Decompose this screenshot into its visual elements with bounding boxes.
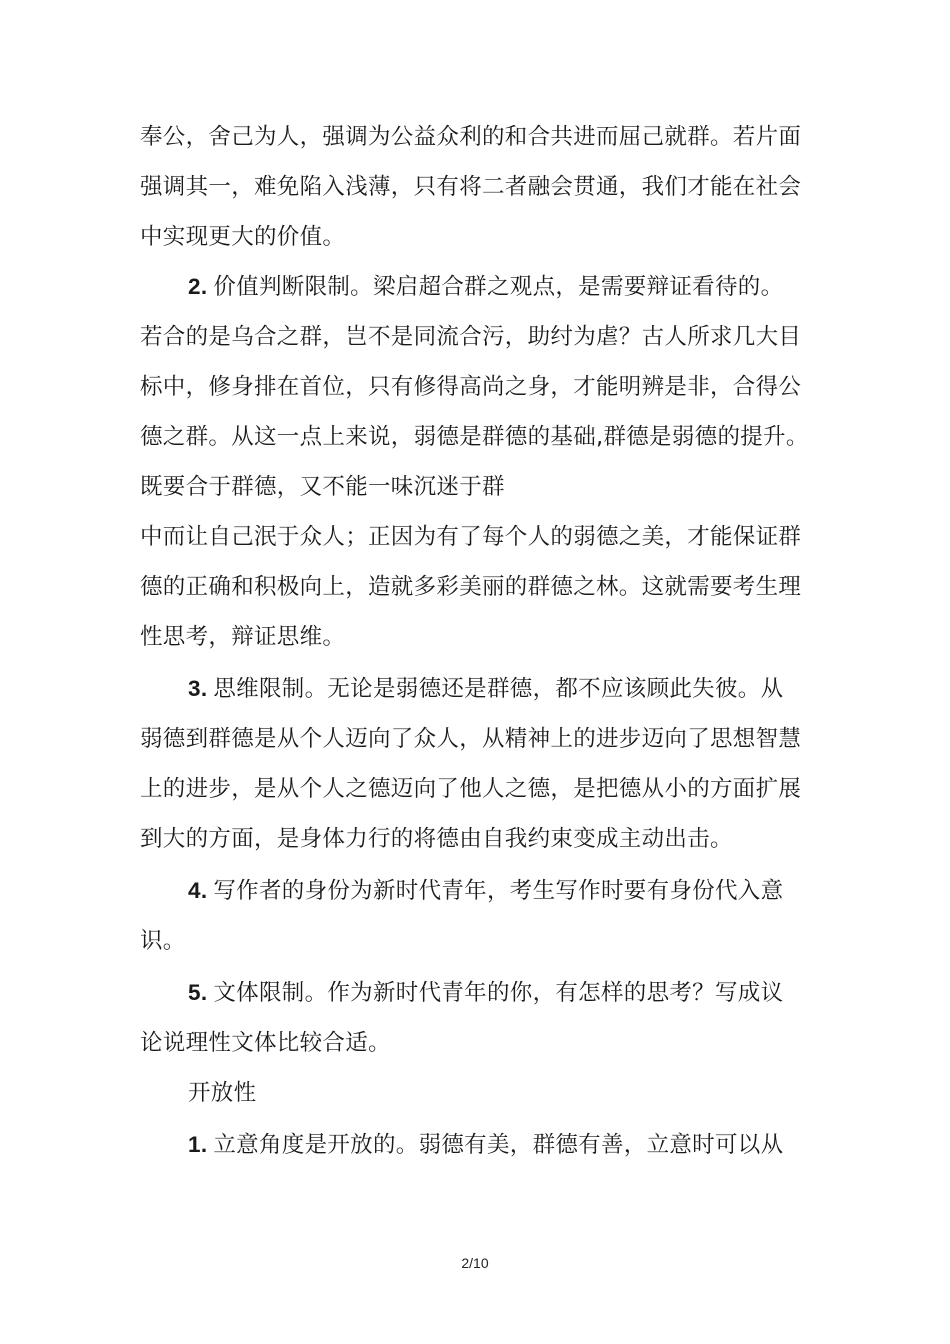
list-item-4 [188, 876, 783, 906]
text-line: 价值判断限制。梁启超合群之观点，是需要辩证看待的。 [213, 274, 784, 300]
text-line: 标中，修身排在首位，只有修得高尚之身，才能明辨是非，合得公 [140, 374, 802, 400]
text-line: 奉公，舍己为人，强调为公益众利的和合共进而屈己就群。若片面 [140, 124, 802, 150]
list-number: 5. [188, 980, 208, 1005]
text-line: 强调其一，难免陷入浅薄，只有将二者融会贯通，我们才能在社会 [140, 174, 802, 200]
list-item-2 [188, 272, 783, 302]
text-line: 既要合于群德，又不能一味沉迷于群 [140, 474, 505, 500]
text-line: 写作者的身份为新时代青年，考生写作时要有身份代入意 [213, 878, 784, 904]
list-item-1 [188, 1130, 783, 1160]
list-number: 1. [188, 1132, 208, 1157]
text-line: 识。 [140, 928, 186, 954]
text-line: 文体限制。作为新时代青年的你，有怎样的思考？写成议 [213, 980, 784, 1006]
list-number: 4. [188, 878, 208, 903]
text-line: 中实现更大的价值。 [140, 224, 346, 250]
page-number: 2/10 [461, 1255, 489, 1271]
text-line: 到大的方面，是身体力行的将德由自我约束变成主动出击。 [140, 826, 733, 852]
list-item-3 [188, 674, 783, 704]
list-item-5 [188, 978, 783, 1008]
text-line: 若合的是乌合之群，岂不是同流合污，助纣为虐？古人所求几大目 [140, 324, 802, 350]
text-line: 性思考，辩证思维。 [140, 624, 346, 650]
text-line: 思维限制。无论是弱德还是群德，都不应该顾此失彼。从 [213, 676, 784, 702]
list-number: 2. [188, 274, 208, 299]
text-line: 论说理性文体比较合适。 [140, 1030, 391, 1056]
text-line: 弱德到群德是从个人迈向了众人，从精神上的进步迈向了思想智慧 [140, 726, 802, 752]
text-line: 中而让自己泯于众人；正因为有了每个人的弱德之美，才能保证群 [140, 524, 802, 550]
text-line: 上的进步，是从个人之德迈向了他人之德，是把德从小的方面扩展 [140, 776, 802, 802]
list-number: 3. [188, 676, 208, 701]
text-line: 德之群。从这一点上来说，弱德是群德的基础,群德是弱德的提升。 [140, 424, 809, 450]
text-line: 立意角度是开放的。弱德有美，群德有善，立意时可以从 [213, 1132, 784, 1158]
text-line: 德的正确和积极向上，造就多彩美丽的群德之林。这就需要考生理 [140, 574, 802, 600]
section-heading: 开放性 [188, 1080, 257, 1106]
